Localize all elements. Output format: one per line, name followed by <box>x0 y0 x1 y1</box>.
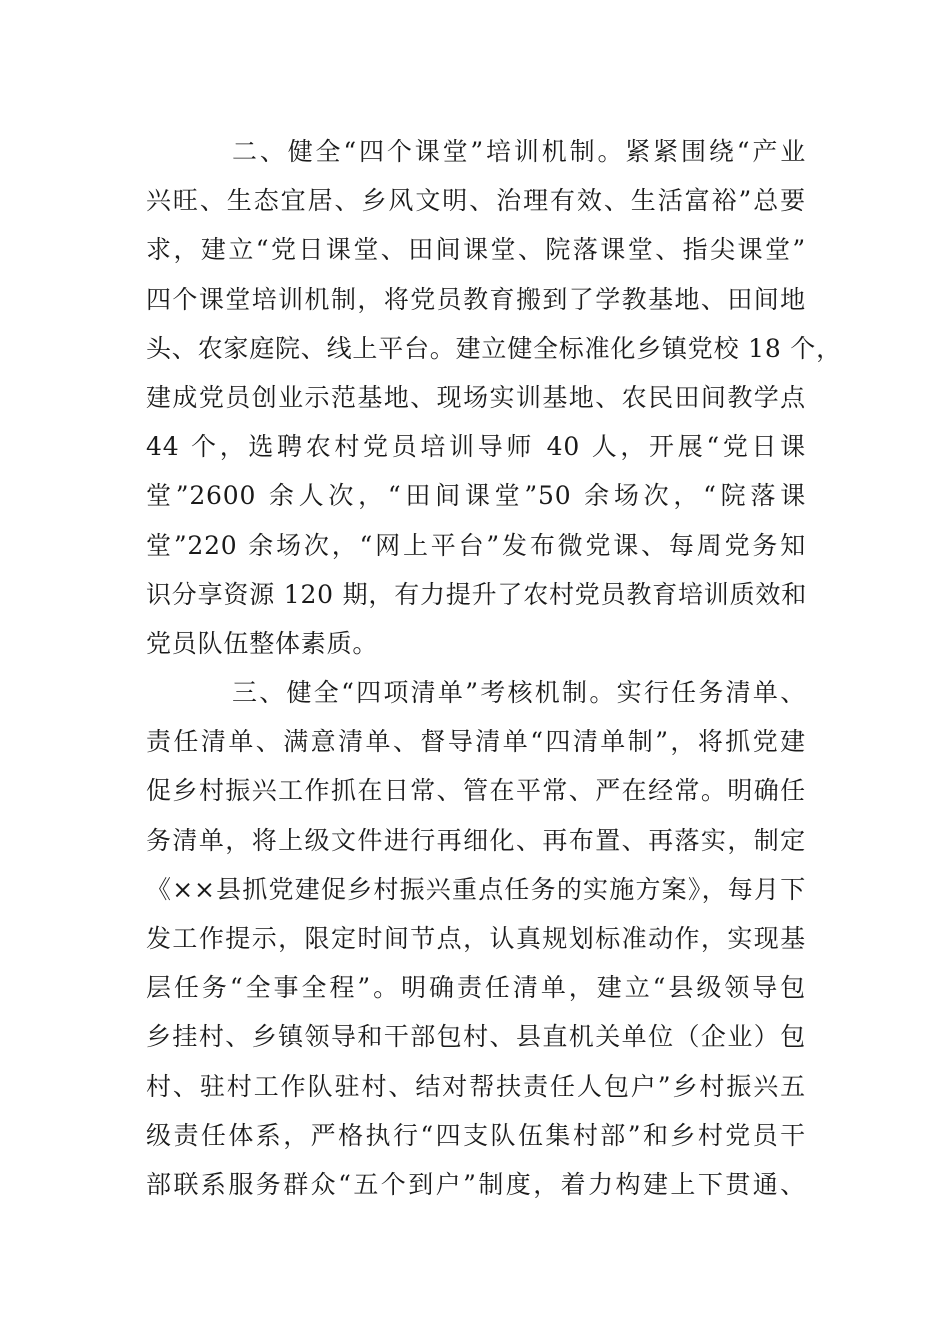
paragraph-2-line-10: 级责任体系，严格执行“四支队伍集村部”和乡村党员干 <box>146 1120 806 1150</box>
paragraph-2-line-2: 责任清单、满意清单、督导清单“四清单制”，将抓党建 <box>146 727 806 757</box>
paragraph-2-line-5: 《××县抓党建促乡村振兴重点任务的实施方案》，每月下 <box>146 874 806 904</box>
paragraph-1-line-8: 堂”2600 余人次，“田间课堂”50 余场次，“院落课 <box>146 481 806 511</box>
paragraph-2-line-8: 乡挂村、乡镇领导和干部包村、县直机关单位（企业）包 <box>146 1022 806 1052</box>
document-body <box>146 127 842 1209</box>
paragraph-1-line-10: 识分享资源 120 期，有力提升了农村党员教育培训质效和 <box>146 579 808 609</box>
paragraph-2-line-7: 层任务“全事全程”。明确责任清单，建立“县级领导包 <box>146 973 806 1003</box>
paragraph-2-line-11: 部联系服务群众“五个到户”制度，着力构建上下贯通、 <box>146 1169 806 1199</box>
paragraph-2-line-9: 村、驻村工作队驻村、结对帮扶责任人包户”乡村振兴五 <box>146 1071 806 1101</box>
paragraph-1-line-9: 堂”220 余场次，“网上平台”发布微党课、每周党务知 <box>146 530 806 560</box>
paragraph-1-line-3: 求，建立“党日课堂、田间课堂、院落课堂、指尖课堂” <box>146 235 806 265</box>
paragraph-1-line-1: 二、健全“四个课堂”培训机制。紧紧围绕“产业 <box>232 137 806 166</box>
paragraph-2-line-3: 促乡村振兴工作抓在日常、管在平常、严在经常。明确任 <box>146 776 806 806</box>
paragraph-2-line-6: 发工作提示，限定时间节点，认真规划标准动作，实现基 <box>146 924 806 953</box>
paragraph-1-line-5: 头、农家庭院、线上平台。建立健全标准化乡镇党校 18 个， <box>146 333 842 363</box>
paragraph-2-line-4: 务清单，将上级文件进行再细化、再布置、再落实，制定 <box>146 825 806 855</box>
paragraph-1-line-2: 兴旺、生态宜居、乡风文明、治理有效、生活富裕”总要 <box>146 186 806 216</box>
paragraph-1-line-6: 建成党员创业示范基地、现场实训基地、农民田间教学点 <box>146 382 806 412</box>
paragraph-1-line-11: 党员队伍整体素质。 <box>146 628 379 658</box>
paragraph-2-line-1: 三、健全“四项清单”考核机制。实行任务清单、 <box>232 678 806 708</box>
paragraph-1-line-7: 44 个，选聘农村党员培训导师 40 人，开展“党日课 <box>146 432 806 462</box>
paragraph-1-line-4: 四个课堂培训机制，将党员教育搬到了学教基地、田间地 <box>146 284 806 314</box>
